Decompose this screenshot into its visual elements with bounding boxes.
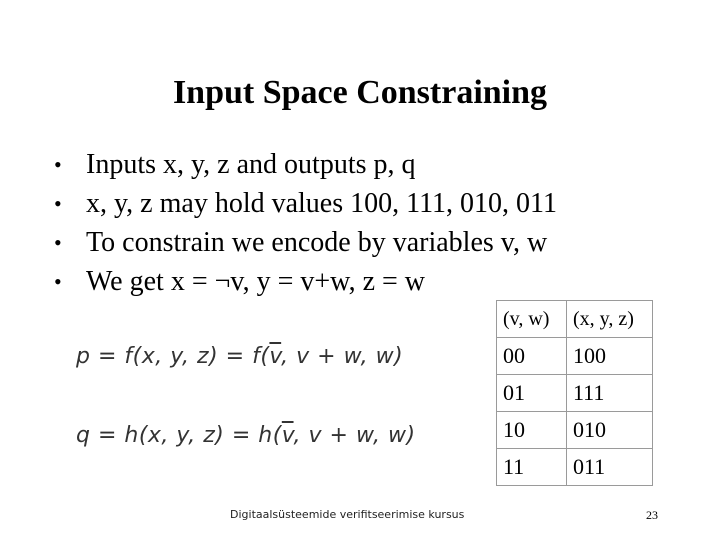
bullet-item	[52, 223, 557, 262]
bullet-marker: •	[54, 269, 62, 294]
equation-q	[76, 423, 416, 448]
table-cell: 01	[497, 375, 567, 412]
equation-lhs: p = f(x, y, z) = f(	[76, 344, 270, 369]
table-cell: 011	[567, 449, 653, 486]
column-header: (x, y, z)	[567, 301, 653, 338]
bullet-text: Inputs x, y, z and outputs p, q	[86, 149, 416, 180]
table-cell: 11	[497, 449, 567, 486]
table-header-row	[497, 301, 653, 338]
footer-text: Digitaalsüsteemide verifitseerimise kursus	[230, 508, 465, 521]
table-row	[497, 412, 653, 449]
column-header: (v, w)	[497, 301, 567, 338]
table-cell: 10	[497, 412, 567, 449]
encoding-table	[496, 300, 653, 486]
table-cell: 100	[567, 338, 653, 375]
bullet-text: To constrain we encode by variables v, w	[86, 227, 548, 258]
table-row	[497, 449, 653, 486]
table-cell: 010	[567, 412, 653, 449]
equation-rhs: , v + w, w)	[293, 423, 416, 448]
bullet-marker: •	[54, 230, 62, 255]
equation-lhs: q = h(x, y, z) = h(	[76, 423, 282, 448]
bullet-marker: •	[54, 152, 62, 177]
bullet-text: x, y, z may hold values 100, 111, 010, 011	[86, 188, 558, 219]
table-row	[497, 375, 653, 412]
bullet-item	[52, 184, 557, 223]
bullet-marker: •	[54, 191, 62, 216]
bullet-text: We get x = ¬v, y = v+w, z = w	[86, 266, 426, 297]
table-cell: 00	[497, 338, 567, 375]
bullet-item	[52, 262, 557, 301]
slide-title: Input Space Constraining	[172, 74, 548, 111]
bullet-list	[52, 145, 557, 301]
negated-variable: $\overline{v}$	[269, 344, 282, 369]
equation-rhs: , v + w, w)	[281, 344, 404, 369]
table-row	[497, 338, 653, 375]
bullet-item	[52, 145, 557, 184]
equation-p	[76, 344, 403, 369]
negated-variable: $\overline{v}$	[281, 423, 294, 448]
page-number: 23	[646, 508, 658, 522]
table-cell: 111	[567, 375, 653, 412]
